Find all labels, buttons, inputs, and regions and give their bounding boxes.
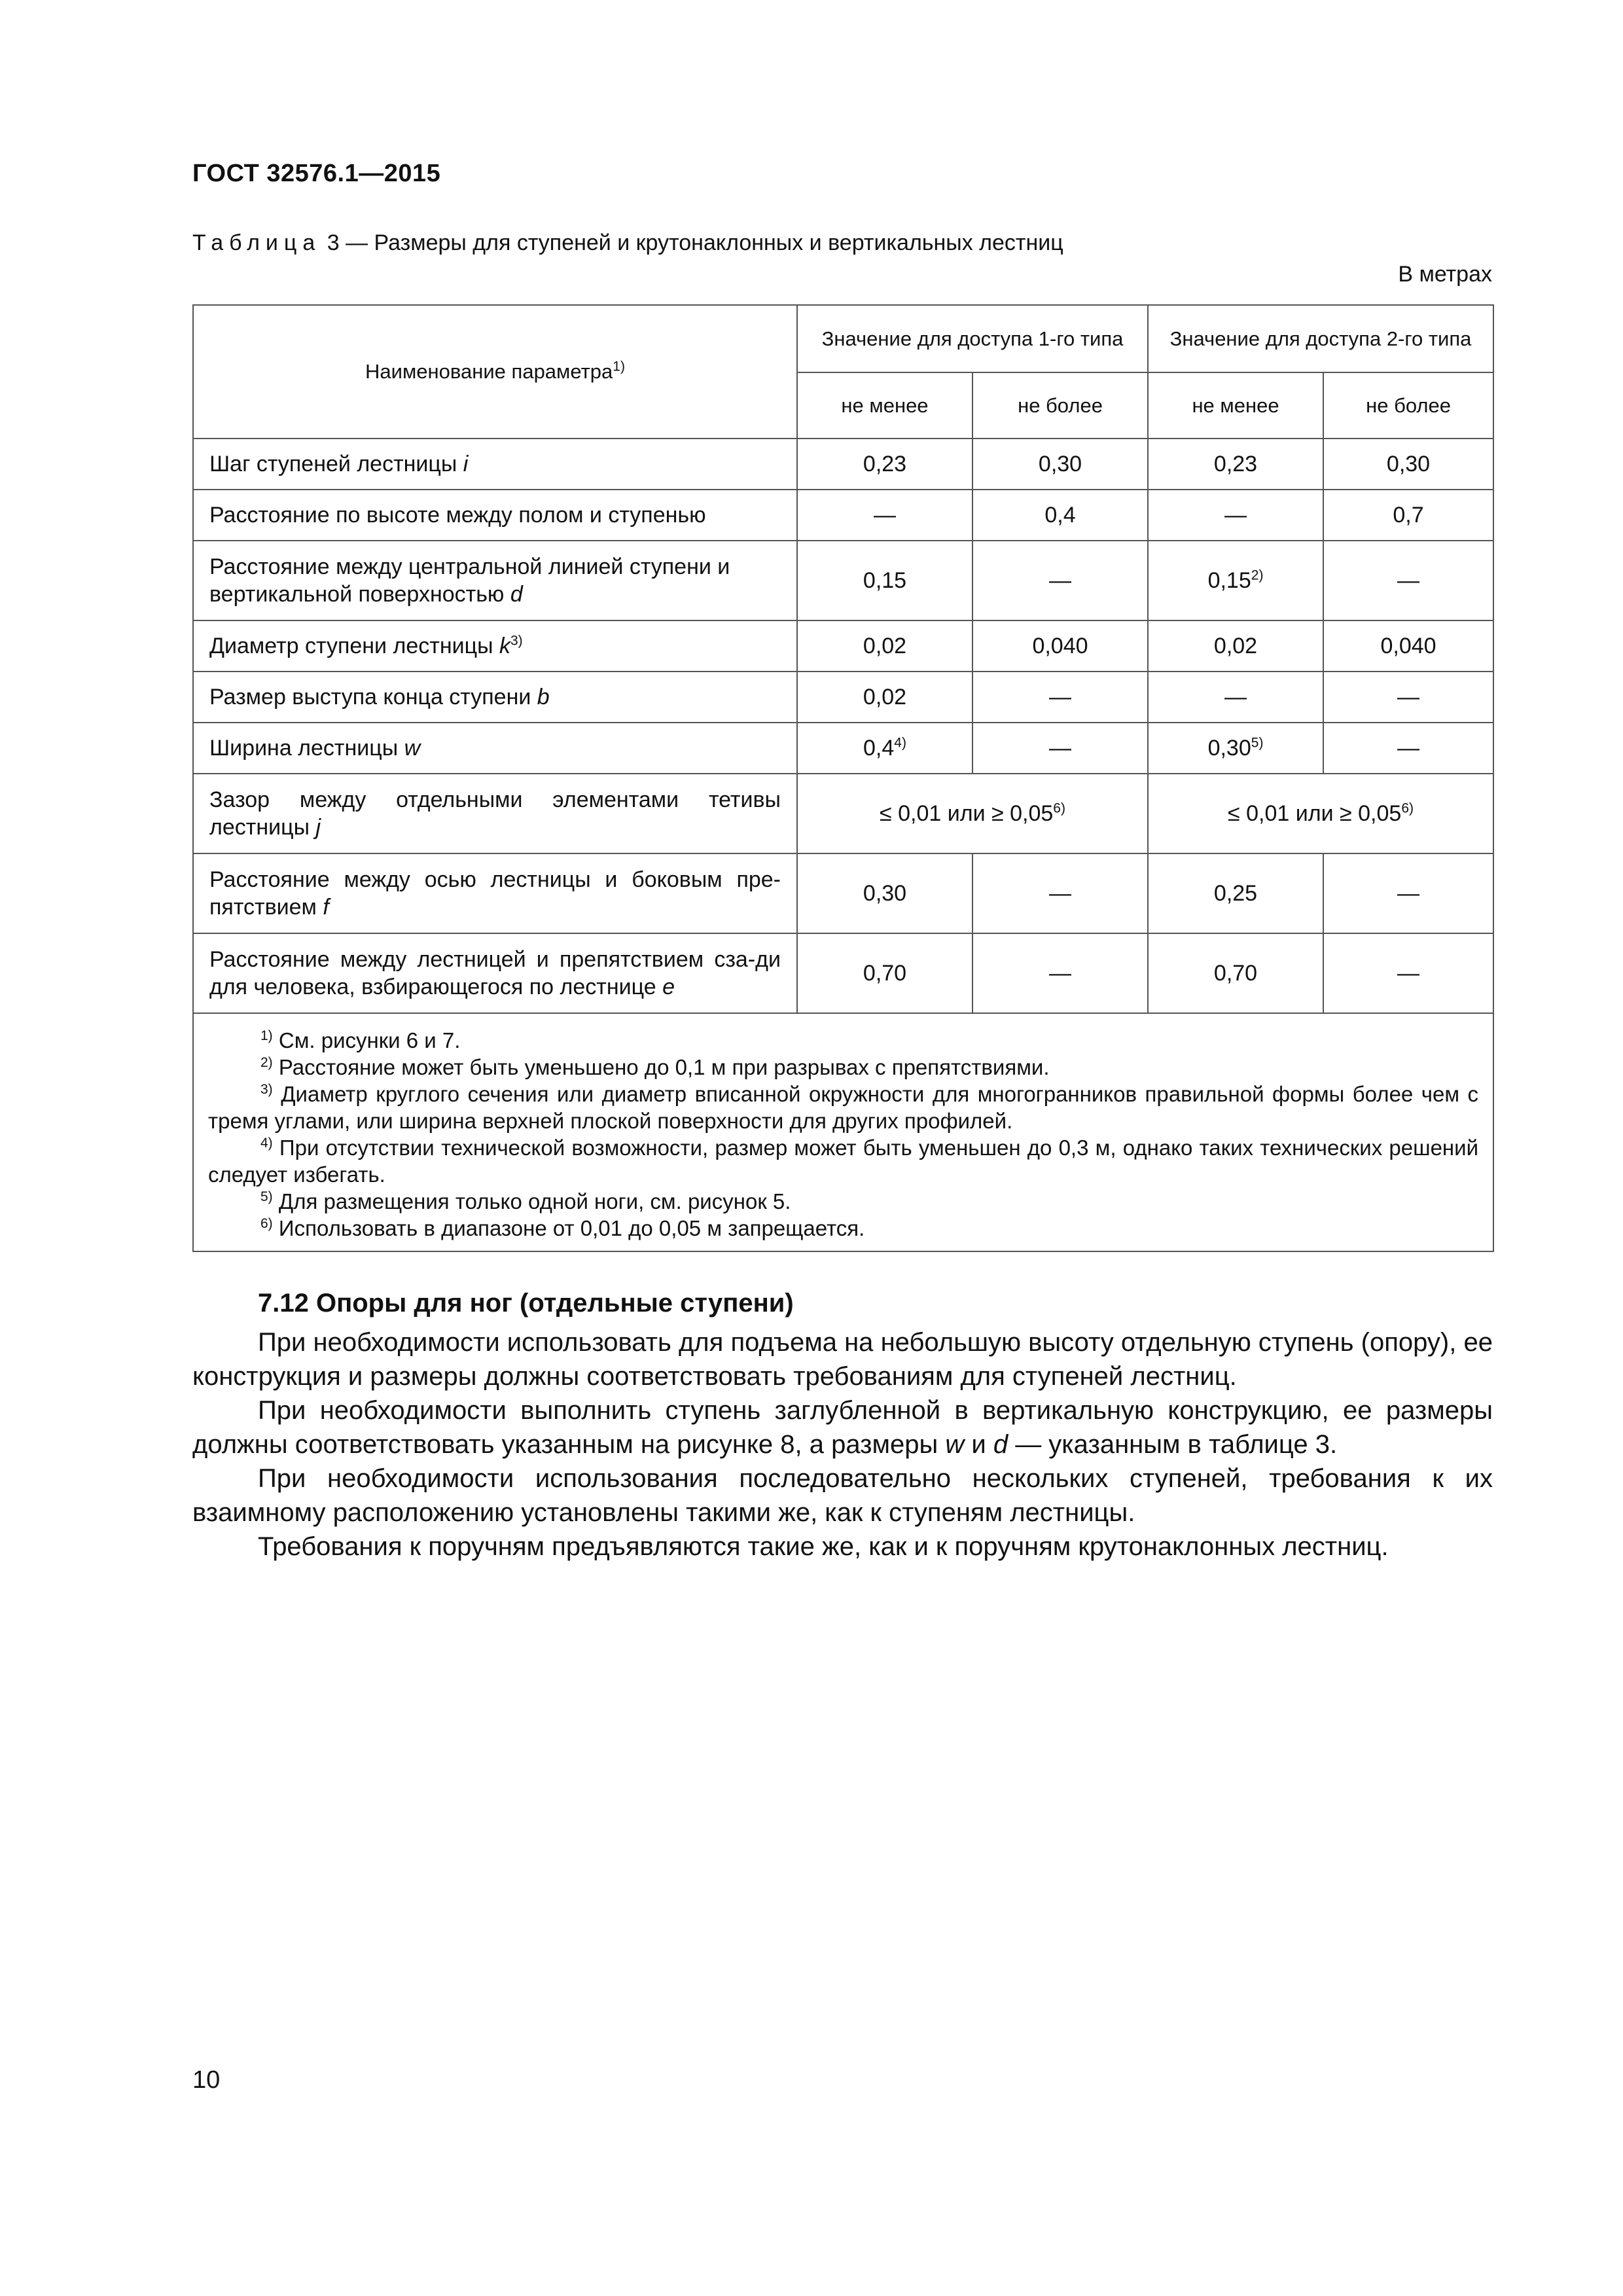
type1-max-header: не более <box>972 372 1148 439</box>
row-name-text: Расстояние между центральной линией ступени и вертикальной поверхностью <box>209 554 730 607</box>
type2-min-value: 0,23 <box>1148 439 1323 490</box>
param-name-header <box>193 305 797 439</box>
type2-max-value: 0,30 <box>1323 439 1493 490</box>
footnote-mark: 4) <box>260 1136 273 1151</box>
row-symbol: k <box>499 634 510 658</box>
type2-min-value: 0,25 <box>1148 853 1323 933</box>
table-row <box>193 723 1493 774</box>
type2-max-value: — <box>1323 541 1493 620</box>
footnote-text: Использовать в диапазоне от 0,01 до 0,05 м запрещается. <box>272 1216 865 1240</box>
footnote-mark: 6) <box>260 1216 273 1231</box>
type1-min-value: — <box>797 490 972 541</box>
paragraph: При необходимости использовать для подъема на небольшую высоту отдельную ступень (опору), ее конструкция и размеры должны соответствовать требованиям для ступеней лестниц. <box>192 1328 1493 1391</box>
footnote-ref: 5) <box>1251 735 1264 751</box>
footnote <box>208 1054 1478 1081</box>
type2-range-value <box>1148 774 1493 853</box>
footnote-ref: 4) <box>894 735 906 751</box>
type1-max-value: — <box>972 541 1148 620</box>
type1-min-value: 0,23 <box>797 439 972 490</box>
type1-max-value: 0,4 <box>972 490 1148 541</box>
value-text: ≤ 0,01 или ≥ 0,05 <box>1228 800 1402 826</box>
parameters-table <box>192 304 1494 1252</box>
paragraph-text: — указанным в таблице 3. <box>1008 1430 1338 1459</box>
footnote <box>208 1081 1478 1134</box>
footnote-text: Для размещения только одной ноги, см. рисунок 5. <box>272 1189 791 1213</box>
value-text: ≤ 0,01 или ≥ 0,05 <box>880 800 1054 826</box>
value-text: 0,4 <box>863 735 895 761</box>
table-row <box>193 933 1493 1013</box>
row-symbol: d <box>510 582 523 607</box>
type2-min-value <box>1148 541 1323 620</box>
footnote-ref: 6) <box>1053 800 1065 816</box>
footnote-ref: 2) <box>1251 567 1264 583</box>
value-text: 0,30 <box>1207 735 1251 761</box>
header-row-1 <box>193 305 1493 372</box>
row-name-text: Зазор между отдельными элементами тетивы лестницы <box>209 787 781 840</box>
footnote-mark: 3) <box>260 1082 273 1097</box>
value-text: 0,15 <box>1207 567 1251 593</box>
type2-max-header: не более <box>1323 372 1493 439</box>
row-name <box>193 620 797 672</box>
row-symbol: e <box>662 975 675 999</box>
type1-min-value: 0,02 <box>797 620 972 672</box>
type1-min-value: 0,15 <box>797 541 972 620</box>
row-name-text: Размер выступа конца ступени <box>209 685 537 709</box>
type1-header: Значение для доступа 1-го типа <box>797 305 1148 372</box>
table-row <box>193 439 1493 490</box>
table-row <box>193 490 1493 541</box>
type1-min-value: 0,70 <box>797 933 972 1013</box>
type1-max-value: 0,30 <box>972 439 1148 490</box>
type2-min-value: — <box>1148 672 1323 723</box>
document-code: ГОСТ 32576.1—2015 <box>192 160 441 187</box>
footnote-ref: 6) <box>1401 800 1414 816</box>
section-heading: 7.12 Опоры для ног (отдельные ступени) <box>258 1289 794 1318</box>
footnote-text: При отсутствии технической возможности, размер может быть уменьшен до 0,3 м, однако таких технических решений следует избегать. <box>208 1136 1479 1187</box>
type2-max-value: — <box>1323 672 1493 723</box>
type2-header: Значение для доступа 2-го типа <box>1148 305 1493 372</box>
row-name <box>193 723 797 774</box>
type2-min-value <box>1148 723 1323 774</box>
footnote-mark: 5) <box>260 1189 273 1204</box>
table-caption-title: 3 — Размеры для ступеней и крутонаклонных и вертикальных лестниц <box>321 230 1063 255</box>
row-name <box>193 672 797 723</box>
footnote-ref: 3) <box>510 633 523 649</box>
section-7-12 <box>192 1286 1493 1564</box>
row-name <box>193 774 797 853</box>
footnote <box>208 1027 1478 1054</box>
row-name-text: Расстояние между осью лестницы и боковым пре-пятствием <box>209 867 781 920</box>
param-name-header-text: Наименование параметра <box>365 360 613 383</box>
table-row <box>193 541 1493 620</box>
row-name <box>193 853 797 933</box>
row-name-text: Ширина лестницы <box>209 736 404 761</box>
row-symbol: f <box>323 895 329 920</box>
table-row <box>193 620 1493 672</box>
page-number: 10 <box>192 2066 221 2094</box>
type1-max-value: — <box>972 933 1148 1013</box>
row-symbol: b <box>537 685 550 709</box>
footnote <box>208 1188 1478 1215</box>
footnote-ref: 1) <box>613 359 625 374</box>
footnote-text: См. рисунки 6 и 7. <box>272 1028 461 1052</box>
type1-max-value: — <box>972 853 1148 933</box>
row-name-text: Расстояние между лестницей и препятствием сза-ди для человека, взбирающегося по лестнице <box>209 947 781 999</box>
type2-min-header: не менее <box>1148 372 1323 439</box>
type1-max-value: 0,040 <box>972 620 1148 672</box>
row-symbol: w <box>404 736 421 761</box>
units-note: В метрах <box>1398 262 1492 287</box>
table-caption-label: Таблица <box>192 230 321 255</box>
paragraph-text: При необходимости выполнить ступень заглубленной в вертикальную конструкцию, ее размеры должны соответствовать указанным на рисунке 8, а размеры <box>192 1396 1493 1459</box>
type2-min-value: — <box>1148 490 1323 541</box>
row-name-text: Диаметр ступени лестницы <box>209 634 499 658</box>
symbol-w: w <box>945 1430 965 1459</box>
type2-max-value: — <box>1323 853 1493 933</box>
row-name <box>193 439 797 490</box>
notes-row <box>193 1013 1493 1251</box>
table-caption <box>192 230 1063 256</box>
footnote-mark: 2) <box>260 1055 273 1070</box>
row-name <box>193 933 797 1013</box>
row-name-text: Шаг ступеней лестницы <box>209 452 463 476</box>
type1-min-value: 0,02 <box>797 672 972 723</box>
type1-min-value <box>797 723 972 774</box>
type2-max-value: 0,7 <box>1323 490 1493 541</box>
type2-max-value: — <box>1323 723 1493 774</box>
type1-min-header: не менее <box>797 372 972 439</box>
type1-max-value: — <box>972 723 1148 774</box>
type2-max-value: — <box>1323 933 1493 1013</box>
paragraph-text: и <box>964 1430 993 1459</box>
footnote <box>208 1134 1478 1188</box>
table-footnotes <box>193 1013 1493 1251</box>
paragraph <box>192 1393 1493 1462</box>
type2-max-value: 0,040 <box>1323 620 1493 672</box>
row-symbol: i <box>463 452 469 476</box>
table-row <box>193 774 1493 853</box>
type2-min-value: 0,02 <box>1148 620 1323 672</box>
footnote-text: Диаметр круглого сечения или диаметр вписанной окружности для многогранников правильной формы более чем с тремя углами, или ширина верхней плоской поверхности для других профилей. <box>208 1082 1479 1133</box>
footnote-mark: 1) <box>260 1028 273 1043</box>
table-row <box>193 672 1493 723</box>
symbol-d: d <box>993 1430 1008 1459</box>
footnote-text: Расстояние может быть уменьшено до 0,1 м при разрывах с препятствиями. <box>272 1055 1050 1079</box>
type1-min-value: 0,30 <box>797 853 972 933</box>
type1-range-value <box>797 774 1148 853</box>
row-name: Расстояние по высоте между полом и ступенью <box>193 490 797 541</box>
paragraph: При необходимости использования последовательно нескольких ступеней, требования к их взаимному расположению установлены такими же, как к ступеням лестницы. <box>192 1464 1493 1527</box>
row-symbol: j <box>315 815 321 840</box>
table-row <box>193 853 1493 933</box>
paragraph: Требования к поручням предъявляются такие же, как и к поручням крутонаклонных лестниц. <box>258 1532 1389 1561</box>
row-name <box>193 541 797 620</box>
type2-min-value: 0,70 <box>1148 933 1323 1013</box>
type1-max-value: — <box>972 672 1148 723</box>
footnote <box>208 1215 1478 1242</box>
